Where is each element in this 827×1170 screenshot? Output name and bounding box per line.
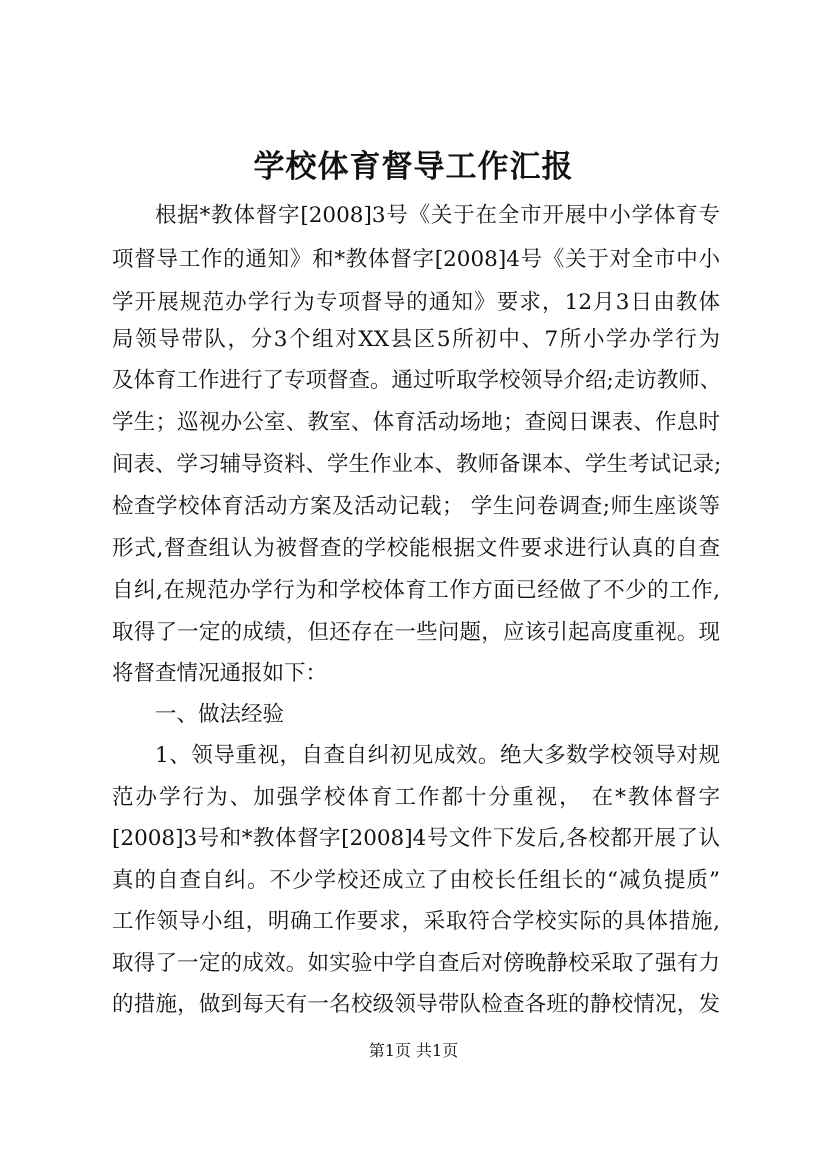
- paragraph-line: 自纠,在规范办学行为和学校体育工作方面已经做了不少的工作,: [112, 578, 720, 603]
- paragraph-line: 1、领导重视，自查自纠初见成效。绝大多数学校领导对规: [155, 743, 720, 768]
- paragraph-line: 及体育工作进行了专项督查。通过听取学校领导介绍;走访教师、: [112, 368, 722, 393]
- paragraph-line: 学生；巡视办公室、教室、体育活动场地；查阅日课表、作息时: [112, 410, 720, 435]
- paragraph-line: 间表、学习辅导资料、学生作业本、教师备课本、学生考试记录;: [112, 452, 722, 477]
- paragraph-line: 局领导带队，分3个组对XX县区5所初中、7所小学办学行为: [112, 327, 720, 352]
- paragraph-line: 取得了一定的成效。如实验中学自查后对傍晚静校采取了强有力: [112, 951, 720, 976]
- paragraph-line: 工作领导小组，明确工作要求，采取符合学校实际的具体措施,: [112, 909, 720, 934]
- paragraph-line: 学开展规范办学行为专项督导的通知》要求，12月3日由教体: [112, 290, 720, 315]
- paragraph-line: 的措施，做到每天有一名校级领导带队检查各班的静校情况，发: [112, 992, 720, 1017]
- paragraph-line: 根据*教体督字[2008]3号《关于在全市开展中小学体育专: [155, 203, 720, 228]
- section-heading: 一、做法经验: [155, 702, 285, 727]
- paragraph-line: 真的自查自纠。不少学校还成立了由校长任组长的“减负提质”: [112, 868, 720, 893]
- paragraph-line: 将督查情况通报如下：: [112, 661, 328, 686]
- paragraph-line: 范办学行为、加强学校体育工作都十分重视， 在*教体督字: [112, 785, 720, 810]
- paragraph-line: 取得了一定的成绩，但还存在一些问题，应该引起高度重视。现: [112, 620, 720, 645]
- document-title: 学校体育督导工作汇报: [253, 149, 574, 185]
- paragraph-line: 形式,督查组认为被督查的学校能根据文件要求进行认真的自查: [112, 536, 720, 561]
- paragraph-line: 检查学校体育活动方案及活动记载； 学生问卷调查;师生座谈等: [112, 494, 720, 519]
- paragraph-line: [2008]3号和*教体督字[2008]4号文件下发后,各校都开展了认: [112, 826, 720, 851]
- paragraph-line: 项督导工作的通知》和*教体督字[2008]4号《关于对全市中小: [112, 247, 720, 272]
- page-footer: 第1页 共1页: [368, 1041, 459, 1060]
